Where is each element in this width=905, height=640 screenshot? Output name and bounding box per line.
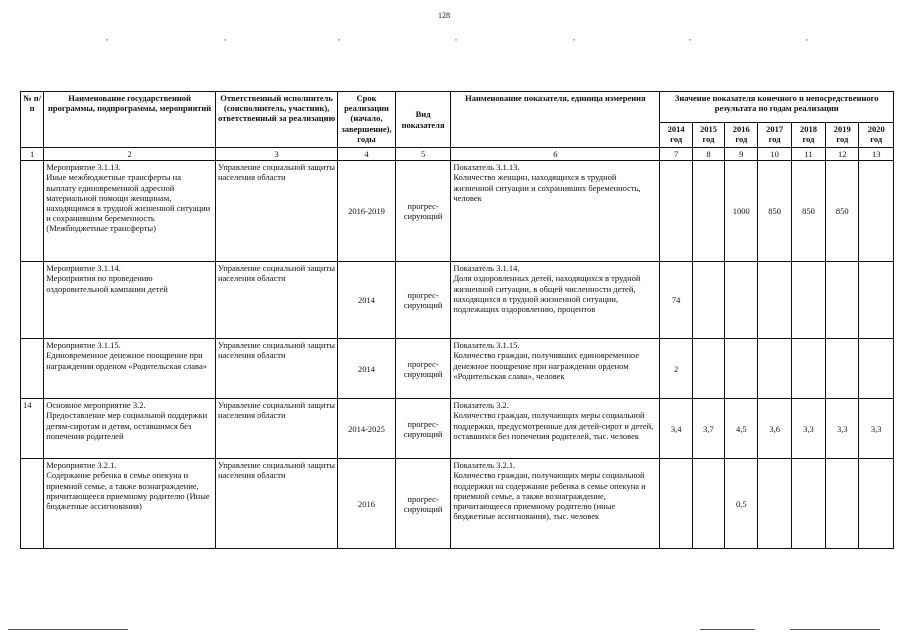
header-year (758, 123, 791, 148)
header-year (826, 123, 859, 148)
responsible-executor: Управление социальной защиты населения области (215, 262, 337, 339)
measure-name: Мероприятие 3.1.15. Единовременное денежное поощрение при награждении орденом «Родительская слава» (44, 339, 216, 399)
indicator-type: прогрес-сирующий (395, 399, 451, 459)
table-row (21, 161, 894, 262)
implementation-term: 2014-2025 (338, 399, 396, 459)
column-number: 8 (692, 148, 724, 161)
indicator-value-2014: 3,4 (660, 399, 692, 459)
indicator-type: прогрес-сирующий (395, 262, 451, 339)
header-year-unit: год (836, 134, 849, 145)
header-year-value: 2020 (867, 124, 885, 134)
indicator-value-2019: 3,3 (826, 399, 859, 459)
indicator-name: Показатель 3.2. Количество граждан, получающих меры социальной поддержки, предусмотренные для детей-сирот и детей, оставшихся без попечения родителей, тыс. человек (451, 399, 660, 459)
indicator-value-2018 (791, 262, 825, 339)
column-number: 11 (791, 148, 825, 161)
header-num: № п/п (21, 92, 44, 148)
indicator-value-2020 (859, 339, 894, 399)
column-number: 13 (859, 148, 894, 161)
row-number (21, 339, 44, 399)
indicator-value-2015 (692, 262, 724, 339)
indicator-type: прогрес-сирующий (395, 161, 451, 262)
header-type: Вид показателя (395, 92, 451, 148)
column-number: 1 (21, 148, 44, 161)
column-number: 3 (215, 148, 337, 161)
header-year (692, 123, 724, 148)
column-number: 10 (758, 148, 791, 161)
header-year-unit: год (735, 134, 748, 145)
indicator-value-2016 (725, 262, 758, 339)
measure-name: Мероприятие 3.2.1. Содержание ребенка в семье опекуна и приемной семье, а также вознаграждение, причитающееся приемному родителю (Иные бюджетные ассигнования) (44, 459, 216, 549)
responsible-executor: Управление социальной защиты населения области (215, 399, 337, 459)
header-year-unit: год (802, 134, 815, 145)
header-values-group: Значение показателя конечного и непосредственного результата по годам реализации (660, 92, 894, 123)
header-year-value: 2018 (799, 124, 817, 134)
indicator-value-2020 (859, 262, 894, 339)
scan-mark: , (455, 33, 457, 42)
indicator-value-2020 (859, 161, 894, 262)
measure-name: Основное мероприятие 3.2. Предоставление мер социальной поддержки детям-сиротам и детям, оставшимся без попечения родителей (44, 399, 216, 459)
scan-edge-line (790, 629, 880, 630)
header-year (791, 123, 825, 148)
scan-mark: , (806, 33, 808, 42)
responsible-executor: Управление социальной защиты населения области (215, 161, 337, 262)
implementation-term: 2016-2019 (338, 161, 396, 262)
indicator-value-2016 (725, 339, 758, 399)
header-year (725, 123, 758, 148)
table-row (21, 262, 894, 339)
scan-mark: , (689, 33, 691, 42)
indicator-value-2017: 850 (758, 161, 791, 262)
indicator-value-2016: 1000 (725, 161, 758, 262)
column-number: 12 (826, 148, 859, 161)
header-year-value: 2014 (667, 124, 685, 134)
indicator-value-2014 (660, 161, 692, 262)
header-year-unit: год (768, 134, 781, 145)
header-year (859, 123, 894, 148)
responsible-executor: Управление социальной защиты населения области (215, 459, 337, 549)
row-number (21, 161, 44, 262)
scan-mark: , (224, 33, 226, 42)
column-number: 7 (660, 148, 692, 161)
header-indicator: Наименование показателя, единица измерения (451, 92, 660, 148)
indicator-value-2017 (758, 459, 791, 549)
column-number: 5 (395, 148, 451, 161)
indicator-value-2014: 74 (660, 262, 692, 339)
indicator-type: прогрес-сирующий (395, 339, 451, 399)
indicator-value-2014 (660, 459, 692, 549)
indicator-value-2019: 850 (826, 161, 859, 262)
implementation-term: 2014 (338, 262, 396, 339)
indicator-value-2020: 3,3 (859, 399, 894, 459)
table-row (21, 459, 894, 549)
scan-mark: , (106, 33, 108, 42)
indicator-value-2019 (826, 459, 859, 549)
scan-edge-line (8, 629, 128, 630)
scan-mark: , (338, 33, 340, 42)
column-number: 4 (338, 148, 396, 161)
row-number (21, 459, 44, 549)
indicator-value-2019 (826, 262, 859, 339)
column-number: 6 (451, 148, 660, 161)
indicator-value-2019 (826, 339, 859, 399)
header-term: Срок реализации (начало, завершение), годы (338, 92, 396, 148)
responsible-executor: Управление социальной защиты населения области (215, 339, 337, 399)
indicator-value-2016: 4,5 (725, 399, 758, 459)
indicator-name: Показатель 3.1.15. Количество граждан, получивших единовременное денежное поощрение при награждении орденом «Родительская слава», человек (451, 339, 660, 399)
header-year-unit: год (670, 134, 683, 145)
header-year-value: 2015 (699, 124, 717, 134)
indicator-value-2017 (758, 339, 791, 399)
row-number (21, 262, 44, 339)
implementation-term: 2016 (338, 459, 396, 549)
indicator-name: Показатель 3.2.1. Количество граждан, получающих меры социальной поддержки на содержание ребенка в семье опекуна и приемной семье, а также вознаграждение, причитающееся приемному родителю (иные бюджетные ассигнования), тыс. человек (451, 459, 660, 549)
scan-mark: , (573, 33, 575, 42)
indicator-name: Показатель 3.1.14. Доля оздоровленных детей, находящихся в трудной жизненной ситуации, в общей численности детей, находящихся в трудной жизненной ситуации, подлежащих оздоровлению, процентов (451, 262, 660, 339)
measure-name: Мероприятие 3.1.14. Мероприятия по проведению оздоровительной кампании детей (44, 262, 216, 339)
indicator-value-2017 (758, 262, 791, 339)
column-number: 2 (44, 148, 216, 161)
header-year-unit: год (870, 134, 883, 145)
header-year-value: 2017 (766, 124, 784, 134)
indicator-name: Показатель 3.1.13. Количество женщин, находящихся в трудной жизненной ситуации и сохранивших беременность, человек (451, 161, 660, 262)
indicator-value-2015 (692, 459, 724, 549)
indicators-table (20, 91, 894, 549)
page-number: 128 (438, 11, 450, 20)
scan-edge-line (700, 629, 755, 630)
header-responsible: Ответственный исполнитель (соисполнитель, участник), ответственный за реализацию (215, 92, 337, 148)
header-year-value: 2016 (732, 124, 750, 134)
implementation-term: 2014 (338, 339, 396, 399)
indicator-value-2020 (859, 459, 894, 549)
indicator-value-2015: 3,7 (692, 399, 724, 459)
indicator-value-2018: 850 (791, 161, 825, 262)
header-name: Наименование государственной программы, подпрограммы, мероприятий (44, 92, 216, 148)
header-year-value: 2019 (833, 124, 851, 134)
indicator-value-2015 (692, 339, 724, 399)
table-row (21, 339, 894, 399)
header-year-unit: год (702, 134, 715, 145)
indicator-value-2018 (791, 339, 825, 399)
indicator-value-2018 (791, 459, 825, 549)
header-year (660, 123, 692, 148)
indicator-value-2014: 2 (660, 339, 692, 399)
indicator-value-2017: 3,6 (758, 399, 791, 459)
indicator-value-2016: 0,5 (725, 459, 758, 549)
table-row (21, 399, 894, 459)
measure-name: Мероприятие 3.1.13. Иные межбюджетные трансферты на выплату единовременной адресной материальной помощи женщинам, находящимся в трудной жизненной ситуации и сохранившим беременность (Межбюджетные трансферты) (44, 161, 216, 262)
indicator-value-2015 (692, 161, 724, 262)
column-number: 9 (725, 148, 758, 161)
indicator-type: прогрес-сирующий (395, 459, 451, 549)
row-number: 14 (21, 399, 44, 459)
indicator-value-2018: 3,3 (791, 399, 825, 459)
